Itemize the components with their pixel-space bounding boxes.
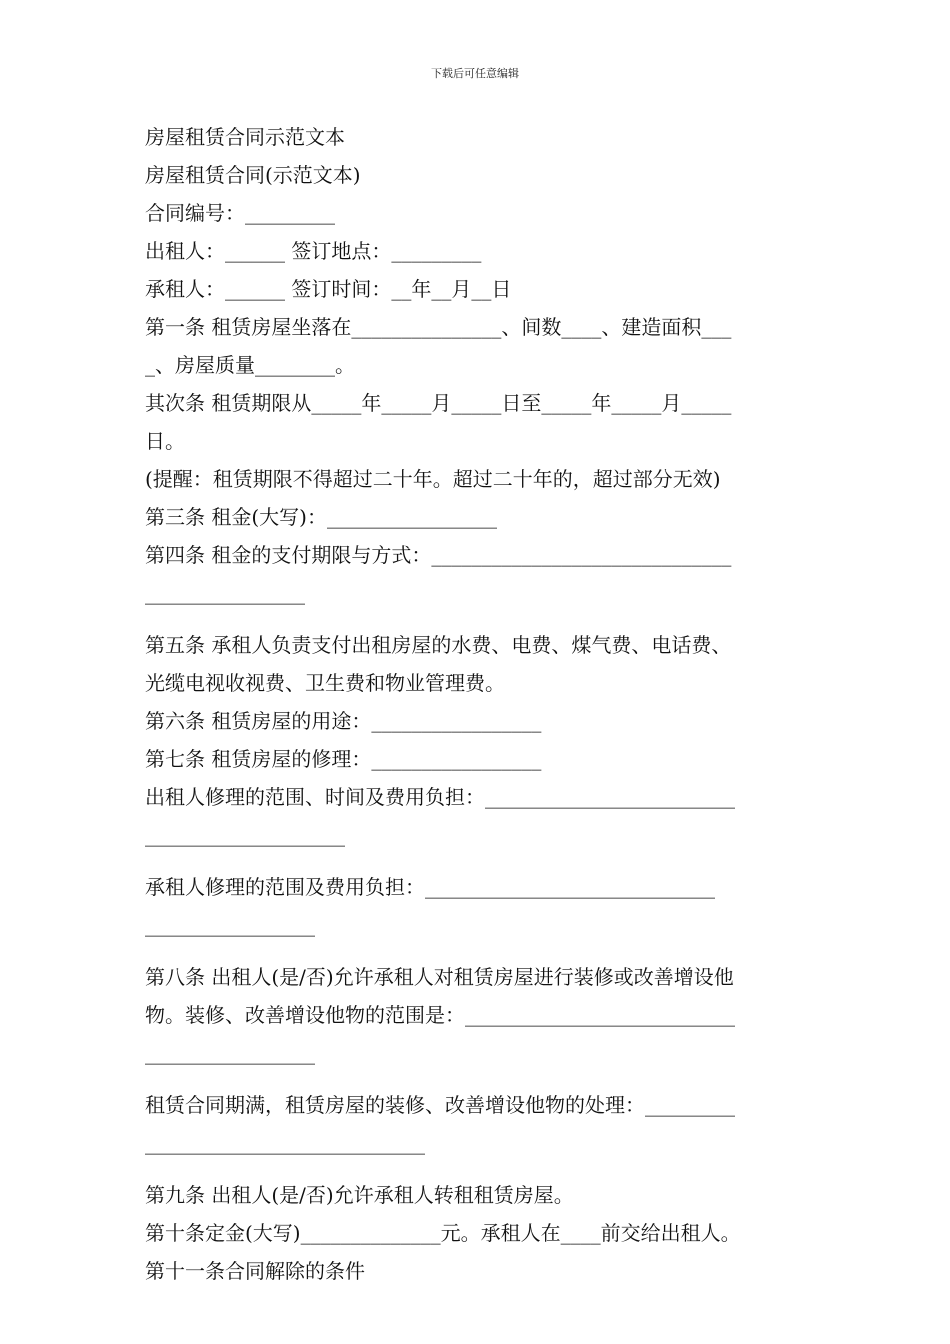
article-2-line-1: 其次条 租赁期限从_____年_____月_____日至_____年_____月_____ [145,391,732,415]
expiry-handling-line-1: 租赁合同期满，租赁房屋的装修、改善增设他物的处理：_________ [145,1093,735,1117]
article-6: 第六条 租赁房屋的用途：_________________ [145,709,542,733]
lease-term-reminder: (提醒：租赁期限不得超过二十年。超过二十年的，超过部分无效) [145,467,721,491]
lessee-repair-line-1: 承租人修理的范围及费用负担：_____________________________ [145,875,715,899]
contract-body [145,118,807,1290]
article-4-line-1: 第四条 租金的支付期限与方式：______________________________ [145,543,732,567]
article-1-line-1: 第一条 租赁房屋坐落在_______________、间数____、建造面积___ [145,315,732,339]
article-8-line-2: 物。装修、改善增设他物的范围是：___________________________ [145,1003,735,1027]
article-8-line-1: 第八条 出租人(是/否)允许承租人对租赁房屋进行装修或改善增设他 [145,965,734,989]
expiry-handling-line-2: ____________________________ [145,1131,425,1155]
article-1-line-2: _、房屋质量________。 [145,353,355,377]
lessee-line: 承租人：______ 签订时间：__年__月__日 [145,277,512,301]
article-7: 第七条 租赁房屋的修理：_________________ [145,747,542,771]
article-10: 第十条定金(大写)______________元。承租人在____前交给出租人。 [145,1221,741,1245]
lessor-repair-line-2: ____________________ [145,823,345,847]
article-11: 第十一条合同解除的条件 [145,1259,365,1283]
document-title: 房屋租赁合同示范文本 [145,125,345,149]
contract-number: 合同编号：_________ [145,201,335,225]
article-5-line-1: 第五条 承租人负责支付出租房屋的水费、电费、煤气费、电话费、 [145,633,732,657]
lessor-repair-line-1: 出租人修理的范围、时间及费用负担：_________________________ [145,785,735,809]
article-4-line-2: ________________ [145,581,305,605]
article-3: 第三条 租金(大写)：_________________ [145,505,497,529]
article-5-line-2: 光缆电视收视费、卫生费和物业管理费。 [145,671,505,695]
contract-subtitle: 房屋租赁合同(示范文本) [145,163,361,187]
article-2-line-2: 日。 [145,429,185,453]
article-9: 第九条 出租人(是/否)允许承租人转租租赁房屋。 [145,1183,574,1207]
article-8-line-3: _________________ [145,1041,315,1065]
page-header: 下载后可任意编辑 [431,67,519,80]
lessee-repair-line-2: _________________ [145,913,315,937]
lessor-line: 出租人：______ 签订地点：_________ [145,239,482,263]
